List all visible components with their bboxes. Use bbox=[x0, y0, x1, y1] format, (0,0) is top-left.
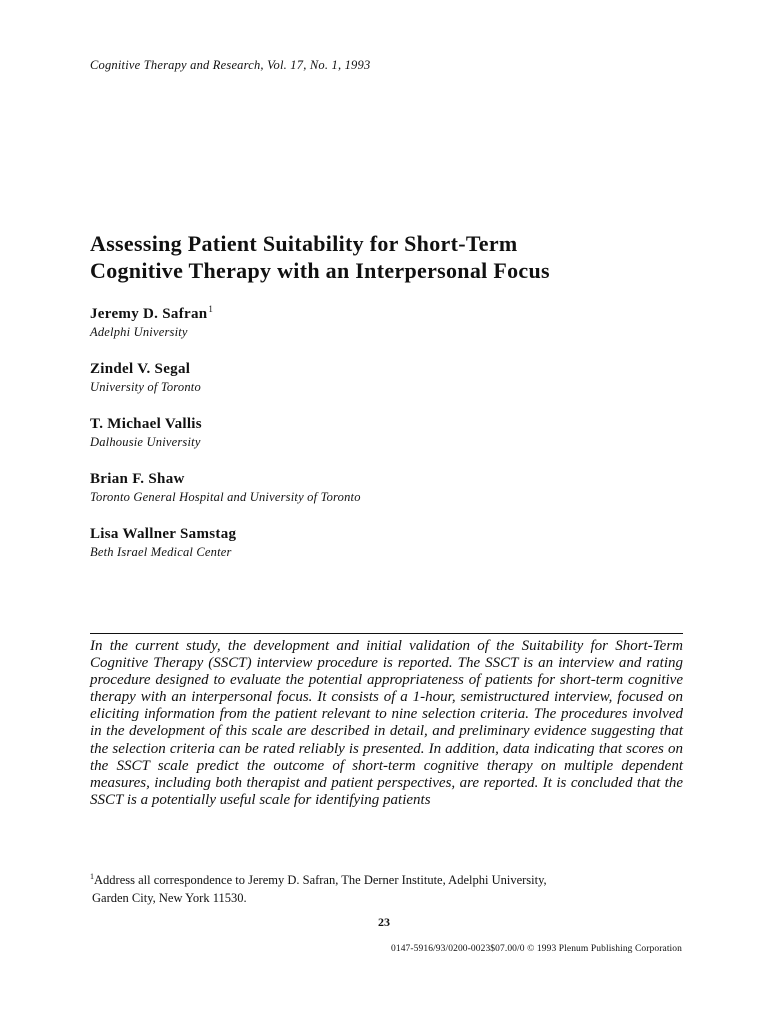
title-line-1: Assessing Patient Suitability for Short-Term bbox=[90, 231, 518, 256]
journal-citation: Cognitive Therapy and Research, Vol. 17, No. 1, 1993 bbox=[90, 58, 371, 72]
footnote-mark: 1 bbox=[90, 872, 94, 881]
article-title bbox=[90, 230, 690, 284]
author-block bbox=[90, 415, 690, 450]
footnote-line-1: Address all correspondence to Jeremy D. Safran, The Derner Institute, Adelphi University, bbox=[94, 873, 547, 887]
author-name: Jeremy D. Safran bbox=[90, 306, 208, 322]
author-list bbox=[90, 300, 690, 580]
abstract-text: In the current study, the development and initial validation of the Suitability for Short-Term Cognitive Therapy (SSCT) interview procedure is reported. The SSCT is an interview and rating procedure designed to evaluate the potential appropriateness of patients for short-term cognitive therapy with an interpersonal focus. It consists of a 1-hour, semistructured interview, focused on eliciting information from the patient relevant to nine selection criteria. The procedures involved in the development of this scale are described in detail, and preliminary evidence suggesting that the selection criteria can be rated reliably is presented. In addition, data indicating that scores on the SSCT scale predict the outcome of short-term cognitive therapy on multiple dependent measures, including both therapist and patient perspectives, are reported. It is concluded that the SSCT is a potentially useful scale for identifying patients bbox=[90, 638, 683, 808]
footnote bbox=[90, 868, 683, 907]
author-name: Lisa Wallner Samstag bbox=[90, 526, 237, 542]
author-block bbox=[90, 470, 690, 505]
author-block bbox=[90, 525, 690, 560]
author-name: Zindel V. Segal bbox=[90, 361, 191, 377]
copyright-line: 0147-5916/93/0200-0023$07.00/0 © 1993 Plenum Publishing Corporation bbox=[391, 944, 682, 954]
author-affiliation: University of Toronto bbox=[90, 380, 201, 394]
author-affiliation: Toronto General Hospital and University of Toronto bbox=[90, 490, 361, 504]
author-affiliation: Dalhousie University bbox=[90, 435, 201, 449]
author-name: Brian F. Shaw bbox=[90, 471, 185, 487]
abstract-divider bbox=[90, 633, 683, 634]
title-line-2: Cognitive Therapy with an Interpersonal Focus bbox=[90, 258, 550, 283]
page-number: 23 bbox=[378, 915, 390, 929]
author-affiliation: Adelphi University bbox=[90, 325, 188, 339]
footnote-line-2: Garden City, New York 11530. bbox=[92, 890, 247, 905]
author-name: T. Michael Vallis bbox=[90, 416, 202, 432]
footnote-marker: 1 bbox=[208, 304, 214, 314]
author-block bbox=[90, 300, 690, 340]
author-affiliation: Beth Israel Medical Center bbox=[90, 545, 232, 559]
author-block bbox=[90, 360, 690, 395]
